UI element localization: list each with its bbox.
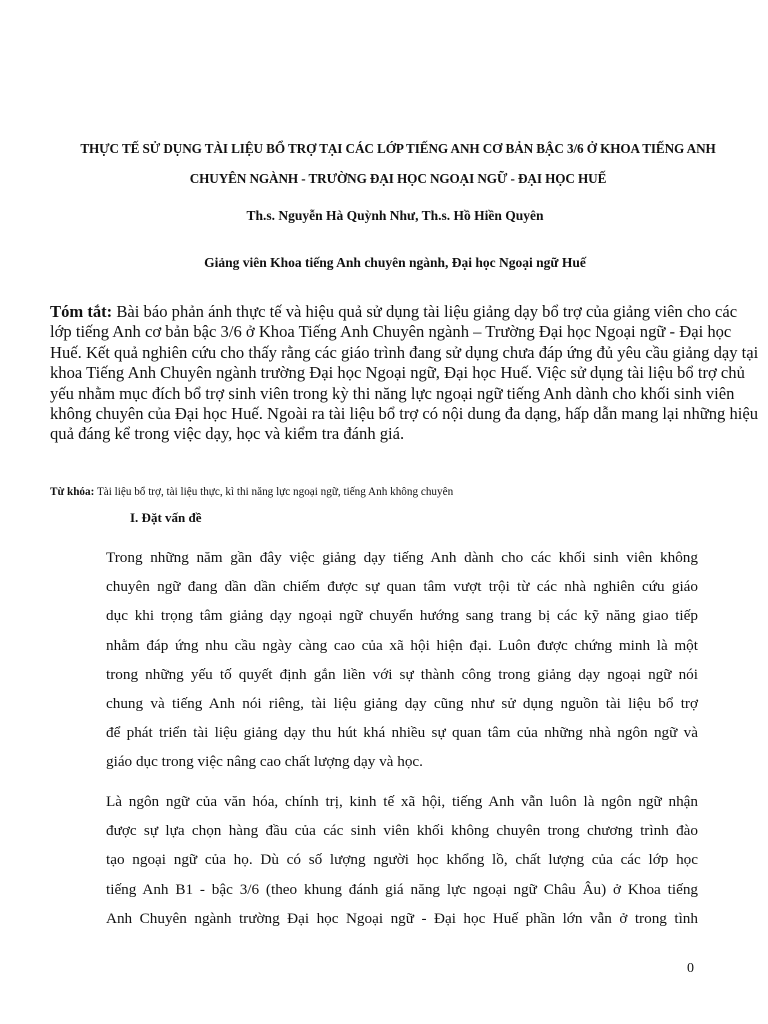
title-line-2: CHUYÊN NGÀNH - TRƯỜNG ĐẠI HỌC NGOẠI NGỮ - ĐẠI HỌC HUẾ: [189, 171, 607, 186]
paragraph-line: tạo ngoại ngữ của họ. Dù có số lượng người học khổng lồ, chất lượng của các lớp học: [106, 851, 698, 869]
page-number: 0: [687, 961, 694, 976]
paragraph-line: tiếng Anh B1 - bậc 3/6 (theo khung đánh giá năng lực ngoại ngữ Châu Âu) ở Khoa tiếng: [106, 880, 698, 898]
paragraph-line: để phát triển tài liệu giảng dạy thu hút khá nhiều sự quan tâm của những nhà ngôn ngữ và: [106, 724, 698, 742]
paragraph-line: Anh Chuyên ngành trường Đại học Ngoại ngữ - Đại học Huế phần lớn vẫn ở trong tình: [106, 909, 698, 927]
abstract-label: Tóm tắt:: [50, 302, 113, 321]
affiliation: Giảng viên Khoa tiếng Anh chuyên ngành, Đại học Ngoại ngữ Huế: [204, 255, 586, 270]
paragraph-line: giáo dục trong việc nâng cao chất lượng dạy và học.: [106, 753, 423, 771]
keywords-text: Tài liệu bổ trợ, tài liệu thực, kì thi năng lực ngoại ngữ, tiếng Anh không chuyên: [94, 486, 454, 498]
title-line-1: THỰC TẾ SỬ DỤNG TÀI LIỆU BỔ TRỢ TẠI CÁC LỚP TIẾNG ANH CƠ BẢN BẬC 3/6 Ở KHOA TIẾNG ANH: [80, 141, 716, 156]
keywords-label: Từ khóa:: [50, 486, 95, 498]
paragraph-line: nhằm đáp ứng nhu cầu ngày càng cao của xã hội hiện đại. Luôn được chứng minh là một: [106, 636, 698, 654]
section-heading: I. Đặt vấn đề: [130, 510, 202, 525]
authors: Th.s. Nguyễn Hà Quỳnh Như, Th.s. Hồ Hiền Quyên: [246, 208, 544, 223]
paragraph-line: Là ngôn ngữ của văn hóa, chính trị, kinh tế xã hội, tiếng Anh vẫn luôn là ngôn ngữ nhận: [106, 793, 698, 810]
paragraph-line: chung và tiếng Anh nói riêng, tài liệu giảng dạy cũng như sử dụng nguồn tài liệu bổ trợ: [106, 695, 698, 713]
abstract-text: Bài báo phản ánh thực tế và hiệu quả sử dụng tài liệu giảng dạy bổ trợ của giảng viên cho các lớp tiếng Anh cơ bản bậc 3/6 ở Khoa Tiếng Anh Chuyên ngành – Trường Đại học Ngoại ngữ - Đại học Huế. Kết quả nghiên cứu cho thấy rằng các giáo trình đang sử dụng chưa đáp ứng đủ yêu cầu giảng dạy tại khoa Tiếng Anh Chuyên ngành trường Đại học Ngoại ngữ, Đại học Huế. Việc sử dụng tài liệu bổ trợ chủ yếu nhằm mục đích bổ trợ sinh viên trong kỳ thi năng lực ngoại ngữ tiếng Anh dành cho khối sinh viên không chuyên của Đại học Huế. Ngoài ra tài liệu bổ trợ có nội dung đa dạng, hấp dẫn mang lại những hiệu quả đáng kể trong việc dạy, học và kiểm tra đánh giá.: [50, 302, 759, 444]
paragraph-line: Trong những năm gần đây việc giảng dạy tiếng Anh dành cho các khối sinh viên không: [106, 549, 698, 566]
keywords: [50, 486, 762, 498]
paragraph-line: trong những yếu tố quyết định gắn liền với sự thành công trong giảng dạy ngoại ngữ nói: [106, 665, 698, 683]
paragraph-line: được sự lựa chọn hàng đầu của các sinh viên khối không chuyên trong chương trình đào: [106, 822, 698, 840]
abstract: [50, 302, 762, 445]
paper-title: [20, 134, 768, 194]
paragraph-line: chuyên ngữ đang dần dần chiếm được sự quan tâm vượt trội từ các nhà nghiên cứu giáo: [106, 578, 698, 596]
paragraph-line: dục khi trọng tâm giảng dạy ngoại ngữ chuyển hướng sang trang bị các kỹ năng giao tiếp: [106, 607, 698, 625]
paragraph-2: [106, 787, 698, 933]
paragraph-1: [106, 543, 698, 777]
